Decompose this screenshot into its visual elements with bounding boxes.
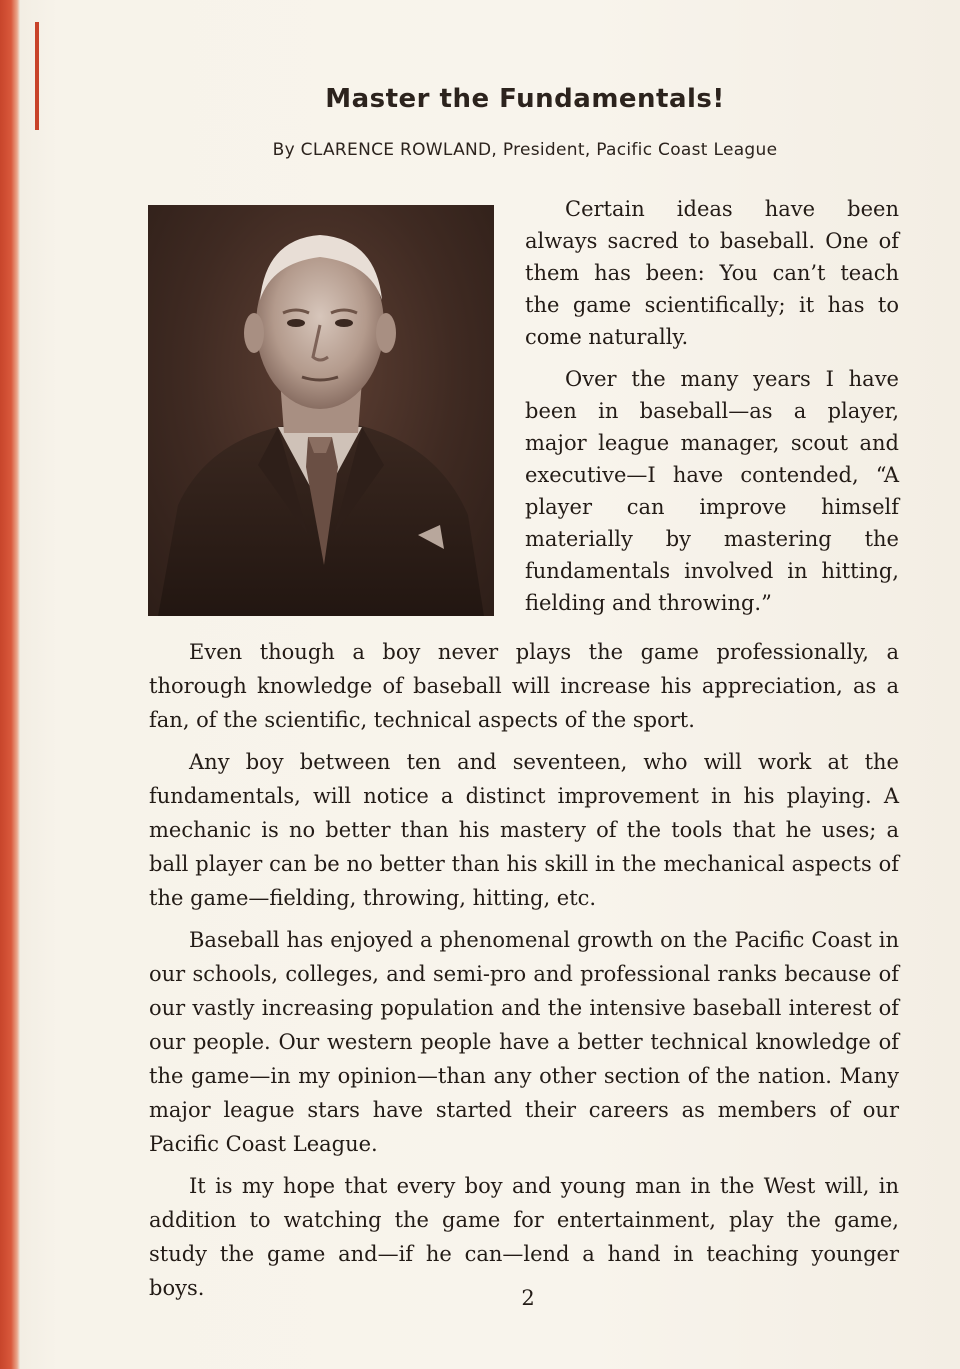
intro-column <box>525 193 899 629</box>
article-byline: By CLARENCE ROWLAND, President, Pacific Coast League <box>272 140 778 160</box>
body-paragraph-3: Baseball has enjoyed a phenomenal growth on the Pacific Coast in our schools, colleges, and semi-pro and professional ranks because of our vastly increasing population and the intensive baseball interest of our people. Our western people have a better technical knowledge of the game—in my opinion—than any other section of the nation. Many major league stars have started their careers as members of our Pacific Coast League. <box>149 928 899 1156</box>
intro-paragraph-1: Certain ideas have been always sacred to baseball. One of them has been: You can’t teach the game scientifically; it has to come naturally. <box>525 197 899 349</box>
intro-paragraph-2: Over the many years I have been in baseball—as a player, major league manager, scout and executive—I have contended, “A player can improve himself materially by mastering the fundamentals involved in hitting, fielding and throwing.” <box>525 367 899 615</box>
body-paragraph-2: Any boy between ten and seventeen, who will work at the fundamentals, will notice a distinct improvement in his playing. A mechanic is no better than his mastery of the tools that he uses; a ball player can be no better than his skill in the mechanical aspects of the game—fielding, throwing, hitting, etc. <box>149 750 899 910</box>
portrait-illustration <box>148 205 494 616</box>
body-paragraph-1: Even though a boy never plays the game professionally, a thorough knowledge of baseball will increase his appreciation, as a fan, of the scientific, technical aspects of the sport. <box>149 640 899 732</box>
article-title: Master the Fundamentals! <box>325 84 725 114</box>
body-paragraph-4: It is my hope that every boy and young man in the West will, in addition to watching the game for entertainment, play the game, study the game and—if he can—lend a hand in teaching younger boys. <box>149 1174 899 1300</box>
page-edge-strip <box>0 0 20 1369</box>
page-number: 2 <box>521 1286 535 1310</box>
portrait-photo <box>148 205 494 616</box>
body-column <box>149 635 899 1313</box>
